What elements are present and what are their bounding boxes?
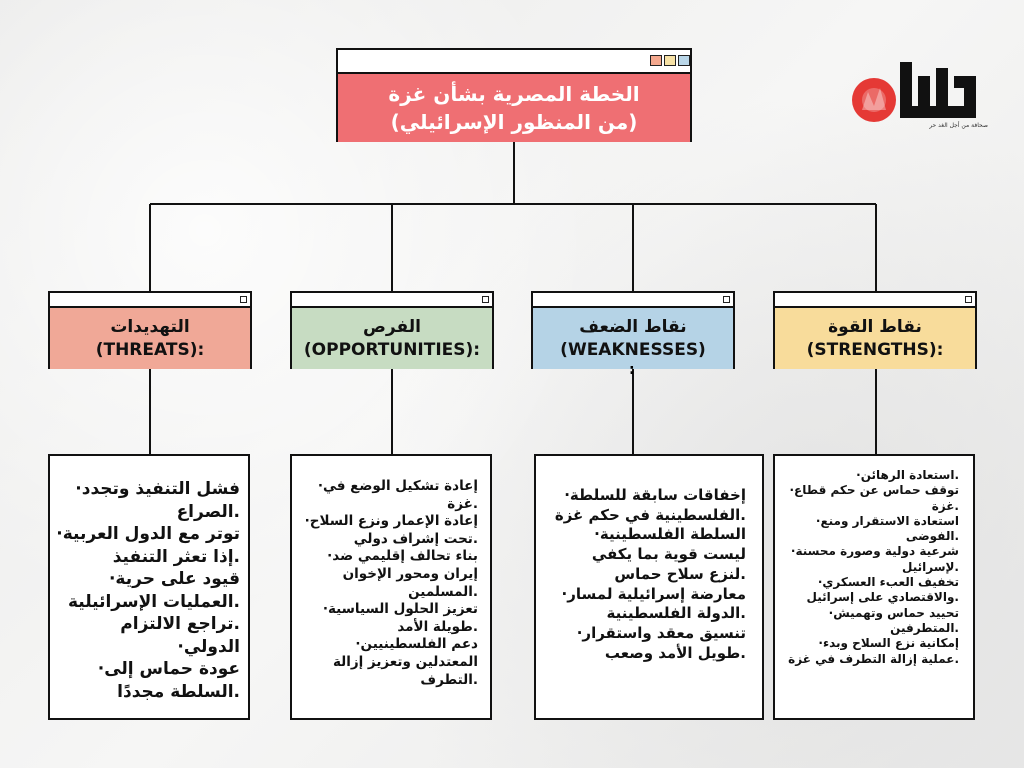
list-item: .العمليات الإسرائيلية <box>67 591 240 612</box>
list-item: .تراجع الالتزام الدولي· <box>120 614 240 657</box>
logo-tagline: صحافة من أجل الغد حر <box>929 122 988 129</box>
list-item: بناء تحالف إقليمي ضد· <box>327 548 478 565</box>
category-window-bar <box>775 293 975 308</box>
window-dot-icon <box>664 55 676 66</box>
list-item: ليست قوية بما يكفي <box>591 545 746 564</box>
category-body <box>292 308 492 369</box>
title-box <box>336 48 692 142</box>
list-item: .تحت إشراف دولي <box>353 530 478 547</box>
category-title-en: (THREATS): <box>95 339 205 360</box>
category-weaknesses <box>531 291 735 369</box>
category-title-ar: نقاط الضعف <box>579 316 687 337</box>
list-item: .المسلمين <box>408 583 478 600</box>
category-title-ar: الفرص <box>363 316 421 337</box>
list-item: .المتطرفين <box>890 620 959 635</box>
window-dot-icon <box>482 296 489 303</box>
category-title-en: (STRENGTHS): <box>806 339 944 360</box>
category-window-bar <box>292 293 492 308</box>
list-item: .التطرف <box>420 671 478 688</box>
list-item: استعادة الاستقرار ومنع· <box>815 513 959 528</box>
opportunities-list <box>290 454 492 720</box>
category-strengths <box>773 291 977 369</box>
list-item: إعادة تشكيل الوضع في· <box>317 478 478 494</box>
list-item: .الصراع <box>176 501 240 522</box>
weaknesses-colon: : <box>629 362 635 378</box>
list-item: معارضة إسرائيلية لمسار· <box>561 584 746 603</box>
window-dot-icon <box>240 296 247 303</box>
category-title-en: (OPPORTUNITIES): <box>303 339 481 360</box>
list-item: تحييد حماس وتهميش· <box>828 605 959 620</box>
category-opportunities <box>290 291 494 369</box>
category-title-ar: نقاط القوة <box>828 316 922 337</box>
list-item: تعزيز الحلول السياسية· <box>322 601 478 618</box>
title-body <box>338 74 690 142</box>
list-item: شرعية دولية وصورة محسنة· <box>790 544 959 559</box>
category-window-bar <box>50 293 250 308</box>
list-item: .عملية إزالة التطرف في غزة <box>788 651 959 666</box>
list-item: تخفيف العبء العسكري· <box>817 575 959 590</box>
list-item: دعم الفلسطينيين· <box>355 636 478 653</box>
list-item: تنسيق معقد واستقرار· <box>576 623 746 642</box>
list-item: توقف حماس عن حكم قطاع· <box>789 483 959 498</box>
list-item: إخفاقات سابقة للسلطة· <box>564 486 746 504</box>
list-item: .الدولة الفلسطينية <box>606 604 746 623</box>
list-item: .لنزع سلاح حماس <box>614 564 746 583</box>
list-item: إيران ومحور الإخوان <box>342 565 478 582</box>
category-body <box>50 308 250 369</box>
list-item: .الفلسطينية في حكم غزة <box>554 505 746 524</box>
list-item: .السلطة مجددًا <box>117 681 240 702</box>
list-item: عودة حماس إلى· <box>97 659 240 679</box>
threats-list <box>48 454 250 720</box>
list-item: إعادة الإعمار ونزع السلاح· <box>304 513 478 530</box>
list-item: .طويل الأمد وصعب <box>604 643 746 662</box>
list-item: .غزة <box>931 498 959 513</box>
window-dot-icon <box>965 296 972 303</box>
list-item: قيود على حرية· <box>108 569 240 589</box>
title-window-bar <box>338 50 690 74</box>
list-item: .والاقتصادي على إسرائيل <box>806 590 959 605</box>
list-item: المعتدلين وتعزيز إزالة <box>332 653 478 670</box>
list-item: .إذا تعثر التنفيذ <box>112 546 240 567</box>
window-dot-icon <box>650 55 662 66</box>
category-body <box>775 308 975 369</box>
alyoum-logo <box>838 56 988 136</box>
list-item: .لإسرائيل <box>902 559 959 574</box>
list-item: توتر مع الدول العربية· <box>56 524 240 544</box>
list-item: السلطة الفلسطينية· <box>594 525 746 544</box>
weaknesses-list <box>534 454 764 720</box>
category-threats <box>48 291 252 369</box>
window-dot-icon <box>723 296 730 303</box>
title-line1: الخطة المصرية بشأن غزة <box>388 82 640 106</box>
list-item: فشل التنفيذ وتجدد· <box>75 479 240 499</box>
category-title-en: (WEAKNESSES) <box>560 339 706 360</box>
list-item: إمكانية نزع السلاح وبدء· <box>818 636 959 651</box>
title-line2: (من المنظور الإسرائيلي) <box>390 110 638 134</box>
category-window-bar <box>533 293 733 308</box>
strengths-list <box>773 454 975 720</box>
category-body <box>533 308 733 369</box>
list-item: .استعادة الرهائن· <box>856 468 959 482</box>
list-item: .الفوضى <box>905 529 959 544</box>
category-title-ar: التهديدات <box>110 316 190 337</box>
list-item: .غزة <box>447 495 478 512</box>
list-item: .طويلة الأمد <box>397 618 478 635</box>
window-dot-icon <box>678 55 690 66</box>
